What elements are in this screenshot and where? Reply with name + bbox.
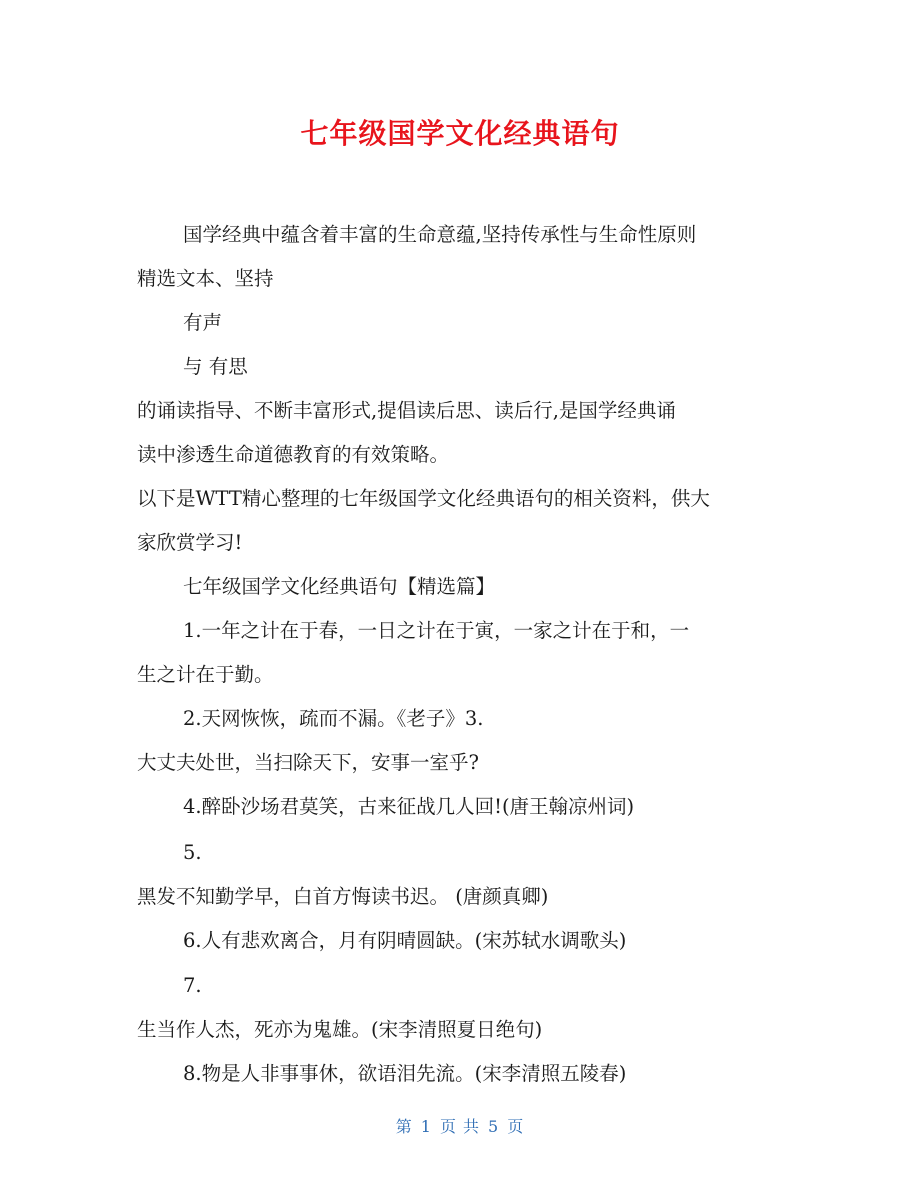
footer-mid: 页 共: [439, 1117, 481, 1136]
footer-prefix: 第: [395, 1117, 413, 1136]
paragraph-line: 以下是WTT精心整理的七年级国学文化经典语句的相关资料，供大: [137, 487, 710, 510]
document-title: 七年级国学文化经典语句: [300, 117, 620, 150]
quote-line: 6.人有悲欢离合，月有阴晴圆缺。(宋苏轼水调歌头): [183, 929, 627, 952]
paragraph-line: 有声: [183, 311, 223, 334]
quote-line: 4.醉卧沙场君莫笑，古来征战几人回!(唐王翰凉州词): [183, 795, 635, 818]
footer-page-total: 5: [488, 1117, 500, 1136]
quote-line: 7.: [183, 974, 202, 997]
quote-line: 8.物是人非事事休，欲语泪先流。(宋李清照五陵春): [183, 1062, 627, 1085]
quote-line: 生之计在于勤。: [137, 663, 274, 686]
paragraph-line: 家欣赏学习!: [137, 531, 243, 554]
quote-line: 5.: [183, 841, 202, 864]
quote-line: 生当作人杰，死亦为鬼雄。(宋李清照夏日绝句): [137, 1018, 543, 1041]
paragraph-line: 与 有思: [183, 355, 248, 378]
section-heading: 七年级国学文化经典语句【精选篇】: [183, 575, 496, 598]
footer-suffix: 页: [507, 1117, 525, 1136]
quote-line: 黑发不知勤学早，白首方悔读书迟。 (唐颜真卿): [137, 885, 549, 908]
footer-page-number: 1: [420, 1117, 432, 1136]
paragraph-line: 国学经典中蕴含着丰富的生命意蕴,坚持传承性与生命性原则: [183, 223, 697, 246]
quote-line: 1.一年之计在于春，一日之计在于寅，一家之计在于和，一: [183, 619, 690, 642]
paragraph-line: 读中渗透生命道德教育的有效策略。: [137, 443, 450, 466]
page-footer: [0, 1114, 920, 1137]
quote-line: 大丈夫处世，当扫除天下，安事一室乎?: [137, 751, 479, 774]
paragraph-line: 的诵读指导、不断丰富形式,提倡读后思、读后行,是国学经典诵: [137, 399, 676, 422]
quote-line: 2.天网恢恢，疏而不漏。《老子》3.: [183, 707, 484, 730]
paragraph-line: 精选文本、坚持: [137, 267, 274, 290]
